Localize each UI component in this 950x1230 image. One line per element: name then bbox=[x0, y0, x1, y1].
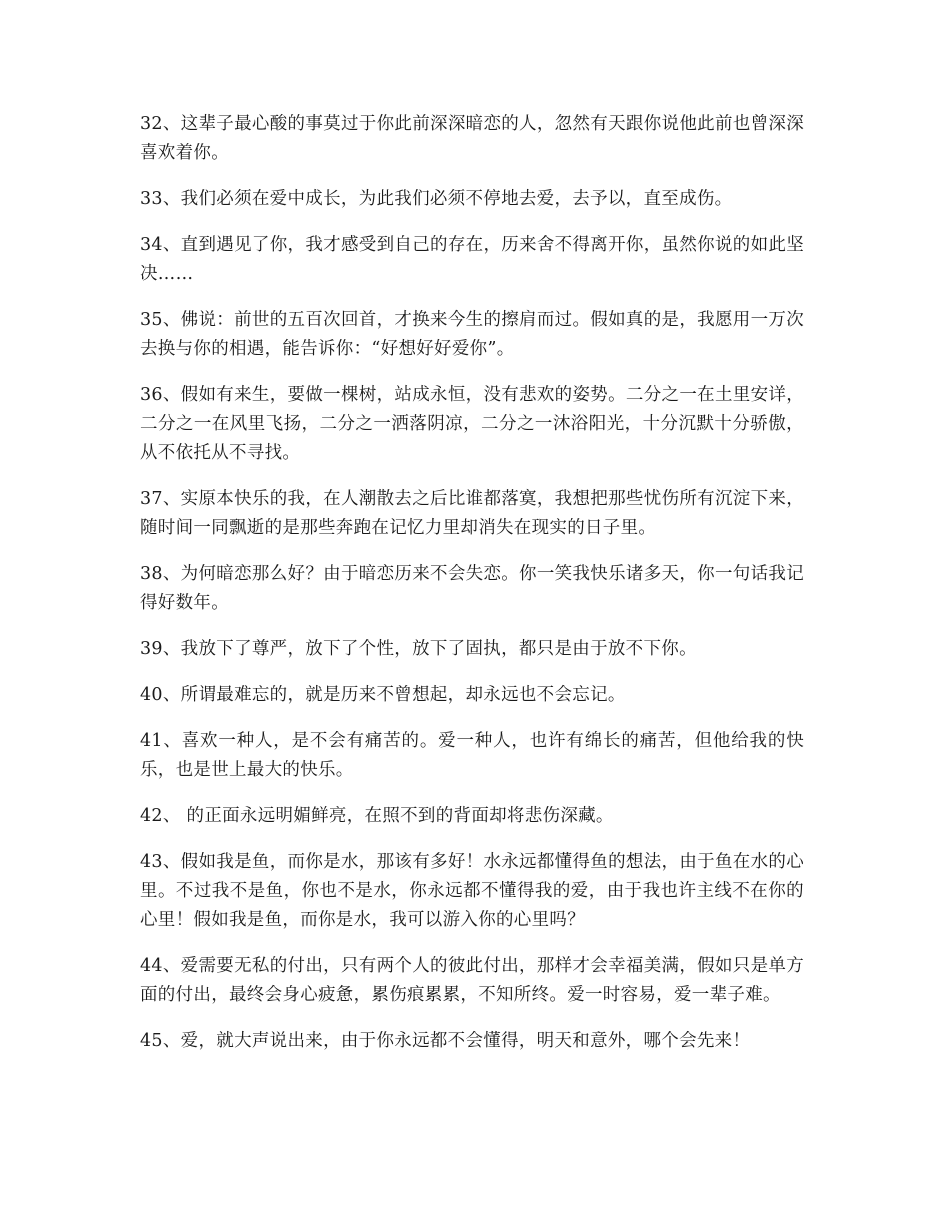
document-body bbox=[140, 110, 804, 1073]
paragraph-40: 40、所谓最难忘的，就是历来不曾想起，却永远也不会忘记。 bbox=[140, 685, 626, 705]
paragraph-33: 33、我们必须在爱中成长，为此我们必须不停地去爱，去予以，直至成伤。 bbox=[140, 189, 733, 209]
paragraph-34: 34、直到遇见了你，我才感受到自己的存在，历来舍不得离开你，虽然你说的如此坚决…… bbox=[140, 235, 804, 284]
paragraph-39: 39、我放下了尊严，放下了个性，放下了固执，都只是由于放不下你。 bbox=[140, 639, 697, 659]
paragraph-37: 37、实原本快乐的我，在人潮散去之后比谁都落寞，我想把那些忧伤所有沉淀下来，随时间一同飘逝的是那些奔跑在记忆力里却消失在现实的日子里。 bbox=[140, 489, 804, 538]
paragraph-32: 32、这辈子最心酸的事莫过于你此前深深暗恋的人，忽然有天跟你说他此前也曾深深喜欢着你。 bbox=[140, 114, 804, 163]
paragraph-35: 35、佛说：前世的五百次回首，才换来今生的擦肩而过。假如真的是，我愿用一万次去换与你的相遇，能告诉你：“好想好好爱你”。 bbox=[140, 310, 804, 359]
paragraph-41: 41、喜欢一种人，是不会有痛苦的。爱一种人，也许有绵长的痛苦，但他给我的快乐，也是世上最大的快乐。 bbox=[140, 731, 804, 780]
paragraph-36: 36、假如有来生，要做一棵树，站成永恒，没有悲欢的姿势。二分之一在土里安详，二分之一在风里飞扬，二分之一洒落阴凉，二分之一沐浴阳光，十分沉默十分骄傲，从不依托从不寻找。 bbox=[140, 385, 804, 463]
paragraph-42: 42、 的正面永远明媚鲜亮，在照不到的背面却将悲伤深藏。 bbox=[140, 806, 614, 826]
paragraph-45: 45、爱，就大声说出来，由于你永远都不会懂得，明天和意外，哪个会先来！ bbox=[140, 1031, 751, 1051]
paragraph-43: 43、假如我是鱼，而你是水，那该有多好！水永远都懂得鱼的想法，由于鱼在水的心里。不过我不是鱼，你也不是水，你永远都不懂得我的爱，由于我也许主线不在你的心里！假如我是鱼，而你是水，我可以游入你的心里吗？ bbox=[140, 852, 804, 930]
paragraph-44: 44、爱需要无私的付出，只有两个人的彼此付出，那样才会幸福美满，假如只是单方面的付出，最终会身心疲惫，累伤痕累累，不知所终。爱一时容易，爱一辈子难。 bbox=[140, 956, 804, 1005]
paragraph-38: 38、为何暗恋那么好？由于暗恋历来不会失恋。你一笑我快乐诸多天，你一句话我记得好数年。 bbox=[140, 564, 804, 613]
